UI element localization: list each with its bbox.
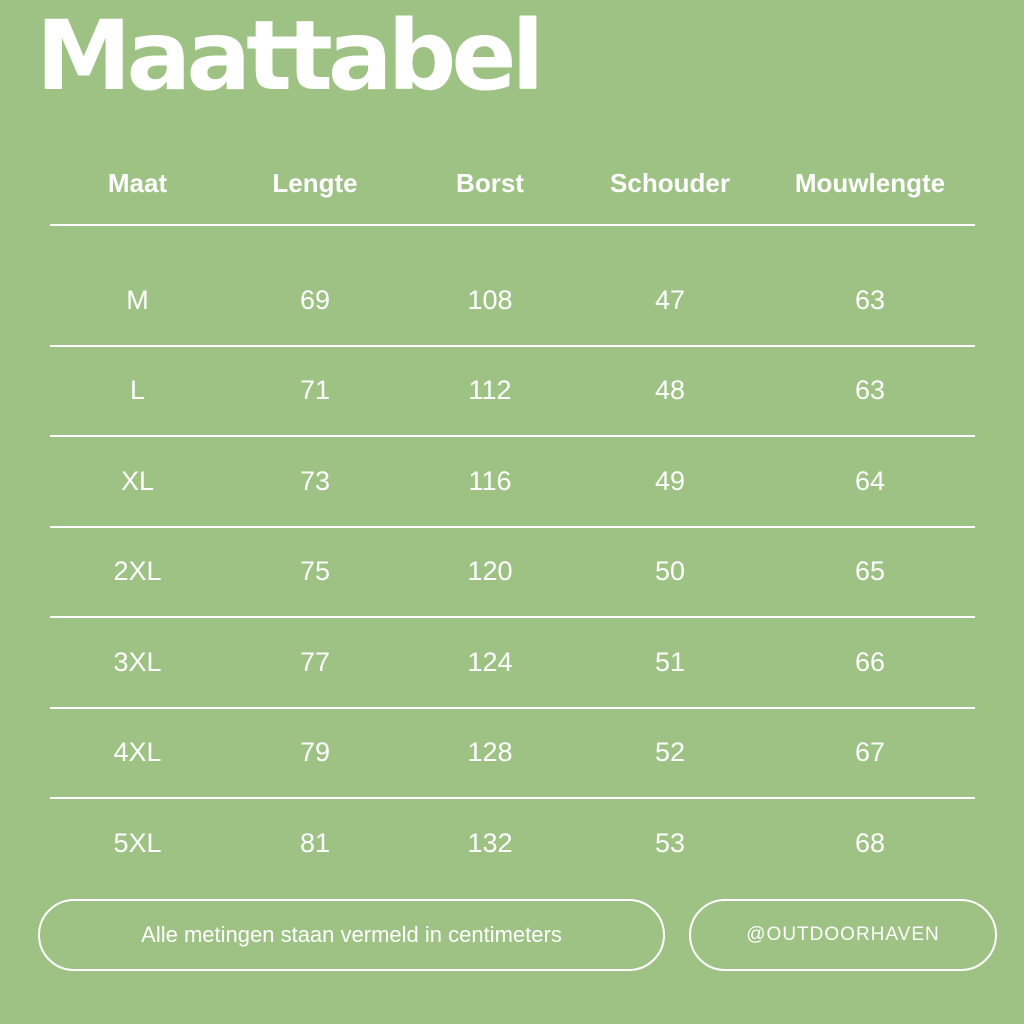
table-header-row — [50, 142, 975, 226]
length-cell: 77 — [299, 646, 331, 677]
length-cell: 81 — [299, 827, 331, 858]
table-row — [50, 347, 975, 438]
size-cell: 3XL — [113, 646, 162, 677]
shoulder-cell: 49 — [654, 465, 686, 496]
shoulder-cell: 51 — [654, 646, 686, 677]
sleeve-length-cell: 67 — [854, 737, 886, 768]
table-row — [50, 709, 975, 800]
shoulder-cell: 48 — [654, 375, 686, 406]
chest-cell: 112 — [468, 375, 512, 406]
chest-cell: 108 — [467, 284, 513, 315]
column-header-schouder: Schouder — [610, 167, 730, 198]
size-cell: M — [126, 284, 149, 315]
chest-cell: 128 — [467, 737, 513, 768]
table-row — [50, 618, 975, 709]
table-row — [50, 437, 975, 528]
shoulder-cell: 47 — [654, 284, 686, 315]
sleeve-length-cell: 65 — [854, 556, 886, 587]
sleeve-length-cell: 63 — [854, 284, 886, 315]
page-title: Maattabel — [36, 0, 540, 112]
chest-cell: 116 — [468, 465, 512, 496]
chest-cell: 124 — [467, 646, 513, 677]
table-row — [50, 256, 975, 347]
table-row — [50, 528, 975, 619]
length-cell: 71 — [299, 375, 331, 406]
column-header-mouwlengte: Mouwlengte — [794, 167, 946, 198]
length-cell: 79 — [299, 737, 331, 768]
table-row — [50, 799, 975, 888]
column-header-borst: Borst — [456, 167, 524, 198]
length-cell: 75 — [299, 556, 331, 587]
sleeve-length-cell: 64 — [854, 465, 886, 496]
sleeve-length-cell: 66 — [854, 646, 886, 677]
column-header-maat: Maat — [107, 167, 168, 198]
size-cell: 5XL — [113, 827, 162, 858]
length-cell: 69 — [299, 284, 331, 315]
chest-cell: 132 — [467, 827, 513, 858]
size-table — [50, 142, 975, 888]
social-handle: @OUTDOORHAVEN — [689, 899, 997, 971]
measurement-note: Alle metingen staan vermeld in centimeters — [38, 899, 665, 971]
sleeve-length-cell: 63 — [854, 375, 886, 406]
size-cell: 2XL — [113, 556, 162, 587]
chest-cell: 120 — [467, 556, 513, 587]
shoulder-cell: 52 — [654, 737, 686, 768]
sleeve-length-cell: 68 — [854, 827, 886, 858]
length-cell: 73 — [299, 465, 331, 496]
column-header-lengte: Lengte — [272, 167, 358, 198]
size-cell: XL — [120, 465, 155, 496]
size-cell: L — [129, 375, 146, 406]
shoulder-cell: 53 — [654, 827, 686, 858]
size-cell: 4XL — [113, 737, 162, 768]
shoulder-cell: 50 — [654, 556, 686, 587]
